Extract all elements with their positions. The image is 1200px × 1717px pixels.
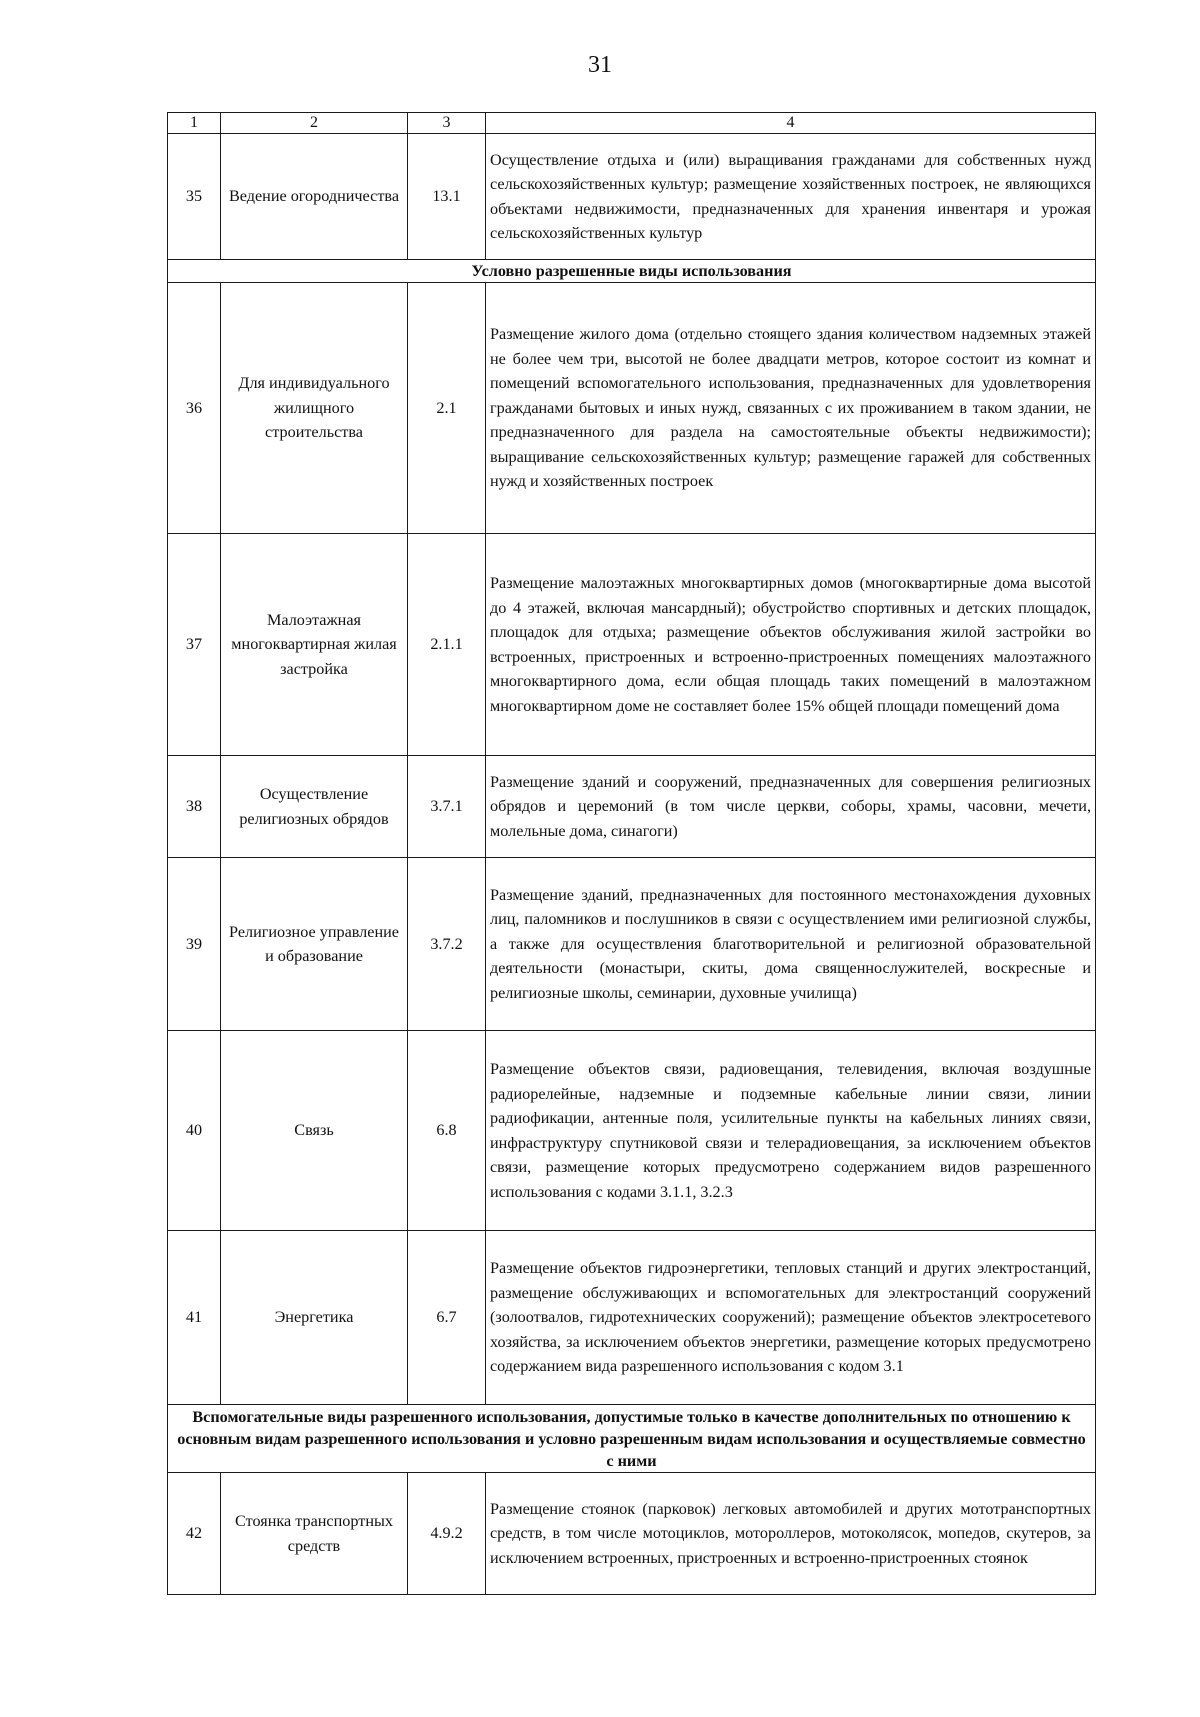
use-type-description: Размещение малоэтажных многоквартирных домов (многоквартирные дома высотой до 4 этажей, включая мансардный); обустройство спортивных и детских площадок, площадок для отдыха; размещение объектов обслуживания жилой застройки во встроенных, пристроенных и встроенно-пристроенных помещениях малоэтажного многоквартирного дома, если общая площадь таких помещений в малоэтажном многоквартирном доме не составляет более 15% общей площади помещений дома [486,534,1096,756]
table-row [168,534,1096,756]
section-heading: Условно разрешенные виды использования [168,260,1096,283]
use-type-description: Размещение зданий, предназначенных для постоянного местонахождения духовных лиц, паломников и послушников в связи с осуществлением ими религиозной службы, а также для осуществления благотворительной и религиозной образовательной деятельности (монастыри, скиты, дома священнослужителей, воскресные и религиозные школы, семинарии, духовные училища) [486,858,1096,1031]
use-type-name: Ведение огородничества [221,134,408,260]
table-row [168,858,1096,1031]
table-row [168,1231,1096,1405]
header-cell-4: 4 [486,113,1096,134]
use-type-code: 2.1 [408,283,486,534]
use-type-code: 2.1.1 [408,534,486,756]
header-cell-1: 1 [168,113,221,134]
section-heading-row [168,260,1096,283]
table-row [168,1031,1096,1231]
use-type-code: 3.7.2 [408,858,486,1031]
use-type-description: Размещение объектов связи, радиовещания, телевидения, включая воздушные радиорелейные, надземные и подземные кабельные линии связи, линии радиофикации, антенные поля, усилительные пункты на кабельных линиях связи, инфраструктуру спутниковой связи и телерадиовещания, за исключением объектов связи, размещение которых предусмотрено содержанием видов разрешенного использования с кодами 3.1.1, 3.2.3 [486,1031,1096,1231]
use-type-name: Осуществление религиозных обрядов [221,756,408,858]
table-row [168,756,1096,858]
table-row [168,283,1096,534]
use-type-code: 13.1 [408,134,486,260]
use-type-name: Энергетика [221,1231,408,1405]
use-type-name: Связь [221,1031,408,1231]
row-number: 42 [168,1473,221,1595]
row-number: 40 [168,1031,221,1231]
use-type-code: 6.7 [408,1231,486,1405]
use-type-name: Стоянка транспортных средств [221,1473,408,1595]
page-number: 31 [588,52,612,78]
row-number: 35 [168,134,221,260]
use-type-description: Размещение объектов гидроэнергетики, тепловых станций и других электростанций, размещение обслуживающих и вспомогательных для электростанций сооружений (золоотвалов, гидротехнических сооружений); размещение объектов электросетевого хозяйства, за исключением объектов энергетики, размещение которых предусмотрено содержанием вида разрешенного использования с кодом 3.1 [486,1231,1096,1405]
header-cell-2: 2 [221,113,408,134]
table-row [168,1473,1096,1595]
use-type-description: Размещение жилого дома (отдельно стоящего здания количеством надземных этажей не более чем три, высотой не более двадцати метров, которое состоит из комнат и помещений вспомогательного использования, предназначенных для удовлетворения гражданами бытовых и иных нужд, связанных с их проживанием в таком здании, не предназначенного для раздела на самостоятельные объекты недвижимости); выращивание сельскохозяйственных культур; размещение гаражей для собственных нужд и хозяйственных построек [486,283,1096,534]
row-number: 37 [168,534,221,756]
use-type-description: Размещение зданий и сооружений, предназначенных для совершения религиозных обрядов и церемоний (в том числе церкви, соборы, храмы, часовни, мечети, молельные дома, синагоги) [486,756,1096,858]
row-number: 41 [168,1231,221,1405]
use-type-code: 4.9.2 [408,1473,486,1595]
use-type-description: Осуществление отдыха и (или) выращивания гражданами для собственных нужд сельскохозяйственных культур; размещение хозяйственных построек, не являющихся объектами недвижимости, предназначенных для хранения инвентаря и урожая сельскохозяйственных культур [486,134,1096,260]
section-heading-row [168,1405,1096,1473]
header-row [168,113,1096,134]
use-type-description: Размещение стоянок (парковок) легковых автомобилей и других мототранспортных средств, в том числе мотоциклов, мотороллеров, мотоколясок, мопедов, скутеров, за исключением встроенных, пристроенных и встроенно-пристроенных стоянок [486,1473,1096,1595]
use-type-code: 6.8 [408,1031,486,1231]
header-cell-3: 3 [408,113,486,134]
row-number: 39 [168,858,221,1031]
land-use-table [167,112,1096,1595]
use-type-name: Малоэтажная многоквартирная жилая застройка [221,534,408,756]
table-row [168,134,1096,260]
section-heading: Вспомогательные виды разрешенного использования, допустимые только в качестве дополнительных по отношению к основным видам разрешенного использования и условно разрешенным видам использования и осуществляемые совместно с ними [168,1405,1096,1473]
use-type-name: Религиозное управление и образование [221,858,408,1031]
use-type-code: 3.7.1 [408,756,486,858]
row-number: 36 [168,283,221,534]
row-number: 38 [168,756,221,858]
use-type-name: Для индивидуального жилищного строительства [221,283,408,534]
